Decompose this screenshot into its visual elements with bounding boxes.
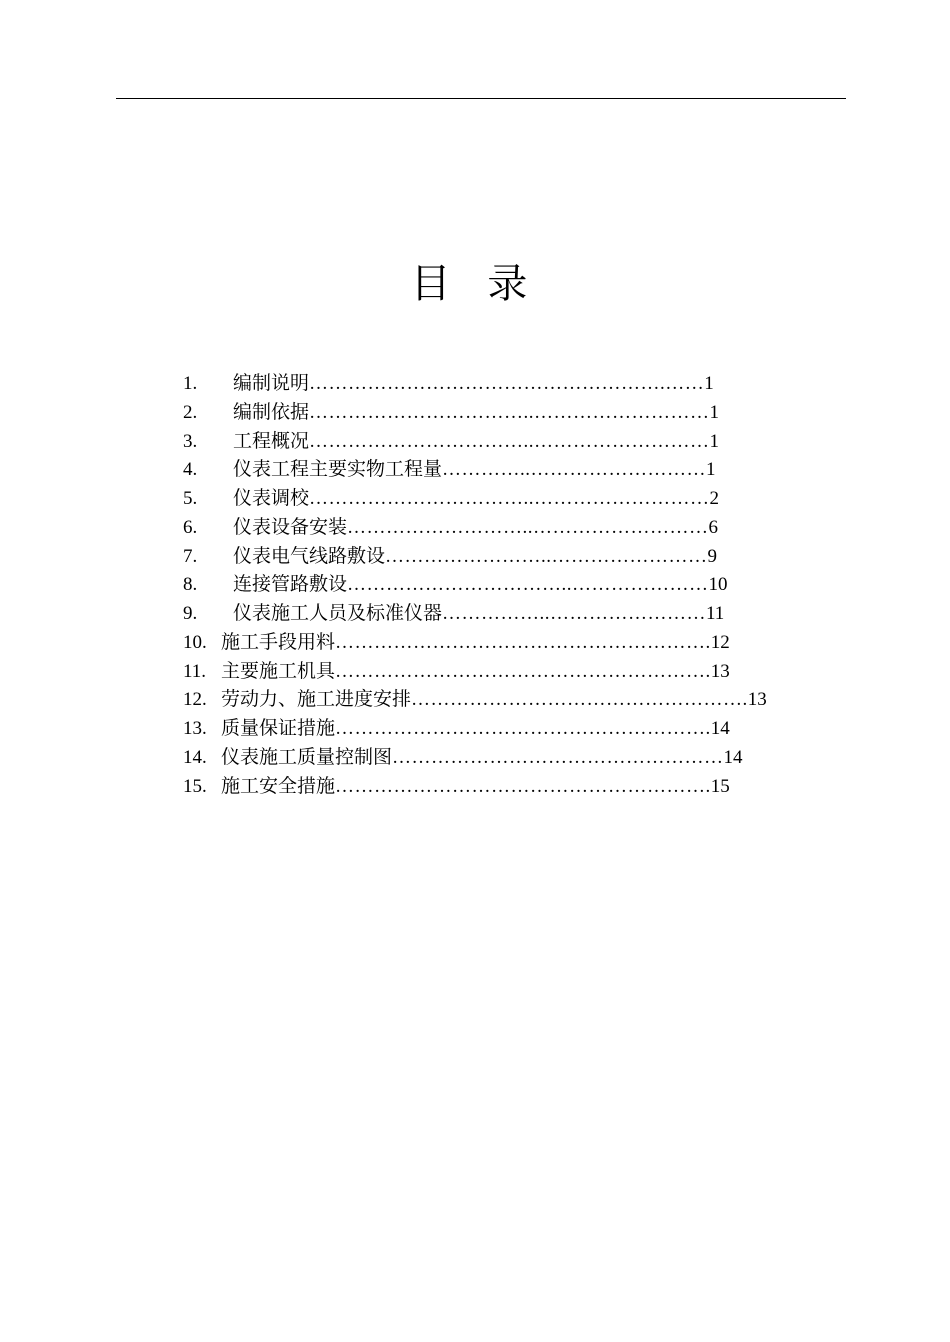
toc-title: 目 录 — [410, 261, 540, 307]
toc-entry[interactable] — [183, 427, 803, 456]
toc-entry-leader: ……………..…………………… — [442, 603, 707, 624]
toc-entry-number: 3. — [183, 430, 198, 452]
toc-entry-leader: ……………………………………………. — [411, 689, 748, 711]
toc-entry-page: 1 — [709, 430, 720, 452]
toc-entry-number: 7. — [183, 545, 198, 567]
toc-entry-title: 仪表工程主要实物工程量 — [233, 458, 443, 481]
toc-entry-leader: …………………………………………………. — [335, 631, 711, 653]
toc-entry-number: 10. — [183, 631, 207, 653]
toc-entry-page: 13 — [747, 689, 767, 711]
toc-entry-title: 施工手段用料 — [221, 630, 336, 653]
toc-entry-number: 13. — [183, 718, 207, 739]
toc-list — [183, 369, 803, 800]
toc-entry-leader: ……………………………..……………………… — [309, 488, 710, 509]
toc-entry-page: 14 — [723, 746, 743, 768]
toc-entry-title: 主要施工机具 — [221, 659, 336, 682]
toc-entry-title: 编制说明 — [233, 372, 310, 394]
toc-entry-page: 1 — [706, 459, 716, 481]
toc-entry-number: 4. — [183, 459, 198, 481]
toc-entry-title: 劳动力、施工进度安排 — [221, 688, 412, 711]
toc-entry-page: 6 — [708, 516, 719, 538]
toc-entry-title: 仪表设备安装 — [233, 515, 348, 538]
toc-entry-leader: ……………………………..……………………… — [309, 430, 710, 452]
toc-entry[interactable] — [183, 570, 803, 599]
toc-entry-number: 6. — [183, 516, 198, 538]
toc-entry-number: 14. — [183, 746, 207, 768]
toc-entry-title: 质量保证措施 — [221, 717, 336, 739]
toc-entry-title: 施工安全措施 — [221, 774, 336, 797]
toc-entry-title: 连接管路敷设 — [233, 573, 348, 596]
toc-entry[interactable] — [183, 743, 803, 772]
toc-entry-page: 11 — [706, 603, 725, 624]
toc-entry-leader: …………..……………………… — [442, 459, 707, 481]
toc-entry-number: 5. — [183, 488, 198, 509]
toc-entry-page: 14 — [710, 718, 730, 739]
toc-entry-page: 15 — [710, 775, 730, 797]
toc-entry-page: 1 — [704, 373, 714, 394]
toc-entry-page: 2 — [709, 488, 720, 509]
toc-entry-number: 8. — [183, 574, 198, 596]
toc-entry[interactable] — [183, 772, 803, 801]
toc-entry-leader: ……………………………..………………… — [347, 574, 709, 596]
toc-entry-page: 9 — [707, 545, 718, 567]
toc-entry[interactable] — [183, 685, 803, 714]
toc-entry-leader: …………………………………………………. — [335, 660, 711, 682]
toc-entry-title: 仪表施工质量控制图 — [221, 745, 393, 768]
toc-entry[interactable] — [183, 484, 803, 513]
toc-entry-number: 1. — [183, 373, 198, 394]
toc-entry-title: 仪表调校 — [233, 487, 310, 509]
toc-entry-number: 2. — [183, 401, 198, 423]
toc-entry[interactable] — [183, 714, 803, 743]
toc-entry[interactable] — [183, 542, 803, 571]
toc-entry-title: 编制依据 — [233, 400, 310, 423]
toc-entry[interactable] — [183, 513, 803, 542]
toc-entry-title: 仪表施工人员及标准仪器 — [233, 602, 443, 624]
toc-entry-leader: ………………………..……………………… — [347, 516, 709, 538]
header-rule — [116, 98, 846, 99]
toc-entry-title: 仪表电气线路敷设 — [233, 544, 386, 567]
toc-entry-number: 15. — [183, 775, 207, 797]
toc-entry-title: 工程概况 — [233, 429, 310, 452]
toc-entry-leader: ……………………………..……………………… — [309, 401, 710, 423]
toc-entry[interactable] — [183, 398, 803, 427]
toc-entry-page: 12 — [710, 631, 730, 653]
toc-entry-leader: ……………………………………………….…… — [309, 373, 705, 394]
toc-entry-page: 13 — [710, 660, 730, 682]
toc-entry[interactable] — [183, 369, 803, 398]
toc-entry-page: 1 — [709, 401, 720, 423]
toc-entry[interactable] — [183, 455, 803, 484]
toc-entry[interactable] — [183, 657, 803, 686]
toc-entry-leader: …………………………………………………. — [335, 775, 711, 797]
toc-entry[interactable] — [183, 599, 803, 628]
toc-entry-number: 12. — [183, 689, 207, 711]
toc-entry-number: 9. — [183, 603, 198, 624]
toc-entry-leader: …………………………………………………. — [335, 718, 711, 739]
toc-entry-number: 11. — [183, 660, 207, 682]
toc-entry-leader: ……………………..…………………… — [385, 545, 708, 567]
toc-entry[interactable] — [183, 628, 803, 657]
toc-entry-page: 10 — [708, 574, 728, 596]
toc-entry-leader: …………………………………………… — [392, 746, 724, 768]
